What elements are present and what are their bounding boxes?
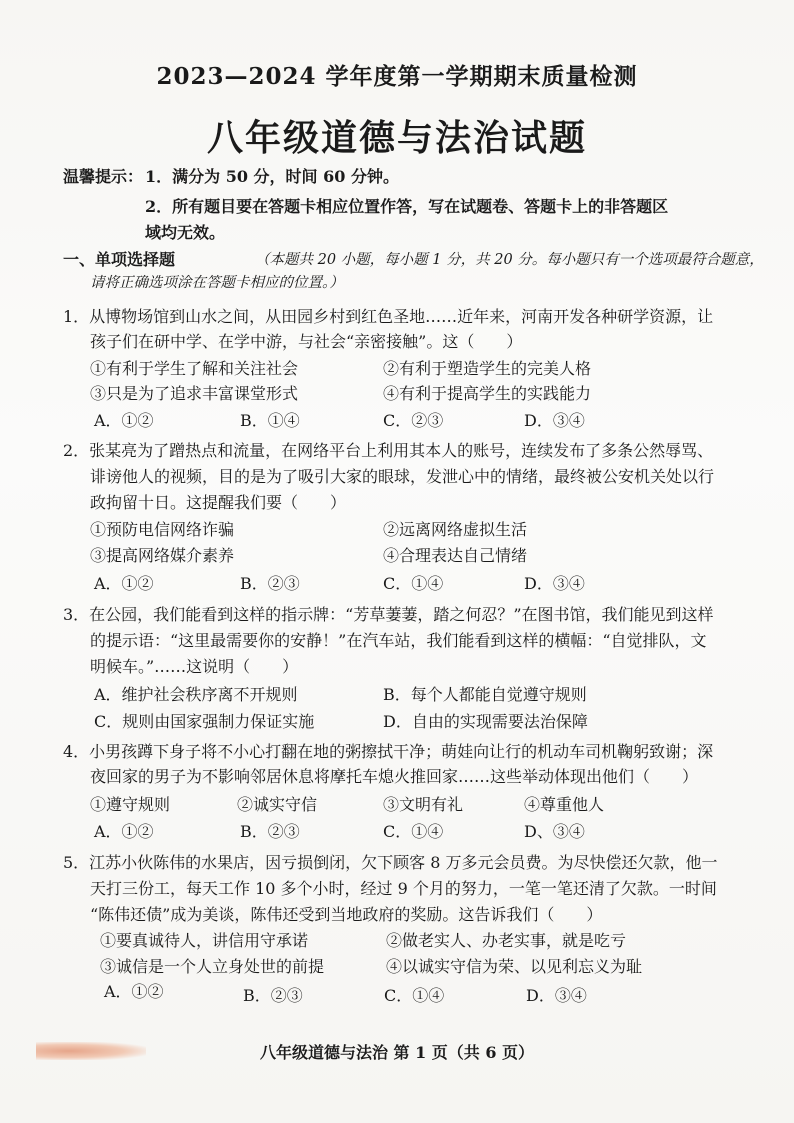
question-3-line-2: 的提示语：“这里最需要你的安静！”在汽车站，我们能看到这样的横幅：“自觉排队，文: [90, 631, 707, 650]
q4-choice-c[interactable]: C．①④: [383, 822, 444, 841]
q1-choice-b[interactable]: B．①④: [240, 411, 300, 430]
section-heading: 一、单项选择题: [63, 250, 176, 269]
q4-statement-1: ①遵守规则: [90, 795, 171, 814]
question-1-line-2: 孩子们在研中学、在学中游，与社会“亲密接触”。这（ ）: [90, 332, 523, 351]
q2-statement-2: ②远离网络虚拟生活: [383, 520, 528, 539]
question-2-line-1: 2．张某亮为了蹭热点和流量，在网络平台上利用其本人的账号，连续发布了多条公然辱骂、: [63, 441, 714, 460]
question-5-line-1: 5．江苏小伙陈伟的水果店，因亏损倒闭，欠下顾客 8 万多元会员费。为尽快偿还欠款，他一: [63, 853, 718, 872]
tip-line-2: 2．所有题目要在答题卡相应位置作答，写在试题卷、答题卡上的非答题区: [145, 197, 669, 216]
q4-choice-d[interactable]: D、③④: [524, 822, 585, 841]
page-title: 八年级道德与法治试题: [206, 118, 587, 159]
q4-choice-a[interactable]: A．①②: [94, 822, 154, 841]
q5-statement-3: ③诚信是一个人立身处世的前提: [100, 957, 325, 976]
q2-choice-b[interactable]: B．②③: [240, 574, 300, 593]
q2-choice-d[interactable]: D．③④: [524, 574, 585, 593]
q3-choice-d[interactable]: D．自由的实现需要法治保障: [383, 712, 588, 731]
question-2-line-2: 诽谤他人的视频，目的是为了吸引大家的眼球，发泄心中的情绪，最终被公安机关处以行: [90, 467, 715, 486]
q1-choice-d[interactable]: D．③④: [524, 411, 585, 430]
q5-choice-b[interactable]: B．②③: [243, 986, 303, 1005]
section-note-1: （本题共 20 小题，每小题 1 分，共 20 分。每小题只有一个选项最符合题意，: [255, 252, 764, 268]
question-1-line-1: 1．从博物场馆到山水之间，从田园乡村到红色圣地……近年来，河南开发各种研学资源，让: [63, 307, 714, 326]
q2-statement-1: ①预防电信网络诈骗: [90, 520, 235, 539]
q4-statement-3: ③文明有礼: [383, 795, 464, 814]
q4-statement-2: ②诚实守信: [237, 795, 318, 814]
q1-choice-c[interactable]: C．②③: [383, 411, 444, 430]
question-3-line-1: 3．在公园，我们能看到这样的指示牌：“芳草萋萋，踏之何忍？”在图书馆，我们能见到这样: [63, 605, 714, 624]
q1-statement-4: ④有利于提高学生的实践能力: [383, 384, 592, 403]
q5-statement-4: ④以诚实守信为荣、以见利忘义为耻: [386, 957, 643, 976]
q5-choice-d[interactable]: D．③④: [526, 986, 587, 1005]
q5-statement-2: ②做老实人、办老实事，就是吃亏: [386, 931, 627, 950]
q5-statement-1: ①要真诚待人，讲信用守承诺: [100, 931, 309, 950]
q1-choice-a[interactable]: A．①②: [94, 411, 154, 430]
exam-header: 2023—2024 学年度第一学期期末质量检测: [156, 63, 638, 90]
tip-line-2-cont: 域均无效。: [145, 223, 226, 242]
section-note-2: 请将正确选项涂在答题卡相应的位置。）: [90, 275, 344, 291]
q4-statement-4: ④尊重他人: [524, 795, 605, 814]
question-3-line-3: 明候车。”……这说明（ ）: [90, 657, 299, 676]
question-2-line-3: 政拘留十日。这提醒我们要（ ）: [90, 493, 347, 512]
question-5-line-2: 天打三份工，每天工作 10 多个小时，经过 9 个月的努力，一笔一笔还清了欠款。一时间: [90, 879, 717, 898]
tip-line-1: 1．满分为 50 分，时间 60 分钟。: [145, 167, 399, 186]
q3-choice-a[interactable]: A．维护社会秩序离不开规则: [94, 685, 298, 704]
q2-statement-4: ④合理表达自己情绪: [383, 546, 528, 565]
question-5-line-3: “陈伟还债”成为美谈，陈伟还受到当地政府的奖励。这告诉我们（ ）: [90, 905, 603, 924]
q5-choice-c[interactable]: C．①④: [384, 986, 445, 1005]
page-footer: 八年级道德与法治 第 1 页（共 6 页）: [259, 1043, 535, 1062]
question-4-line-2: 夜回家的男子为不影响邻居休息将摩托车熄火推回家……这些举动体现出他们（ ）: [90, 767, 699, 786]
q1-statement-1: ①有利于学生了解和关注社会: [90, 359, 299, 378]
q3-choice-c[interactable]: C．规则由国家强制力保证实施: [94, 712, 315, 731]
question-4-line-1: 4．小男孩蹲下身子将不小心打翻在地的粥擦拭干净；萌娃向让行的机动车司机鞠躬致谢；深: [63, 742, 714, 761]
q5-choice-a[interactable]: A．①②: [104, 982, 164, 1001]
q1-statement-2: ②有利于塑造学生的完美人格: [383, 359, 592, 378]
q2-statement-3: ③提高网络媒介素养: [90, 546, 235, 565]
q4-choice-b[interactable]: B．②③: [240, 822, 300, 841]
tips-label: 温馨提示：: [63, 167, 144, 186]
q1-statement-3: ③只是为了追求丰富课堂形式: [90, 384, 299, 403]
q2-choice-a[interactable]: A．①②: [94, 574, 154, 593]
q2-choice-c[interactable]: C．①④: [383, 574, 444, 593]
q3-choice-b[interactable]: B．每个人都能自觉遵守规则: [383, 685, 587, 704]
